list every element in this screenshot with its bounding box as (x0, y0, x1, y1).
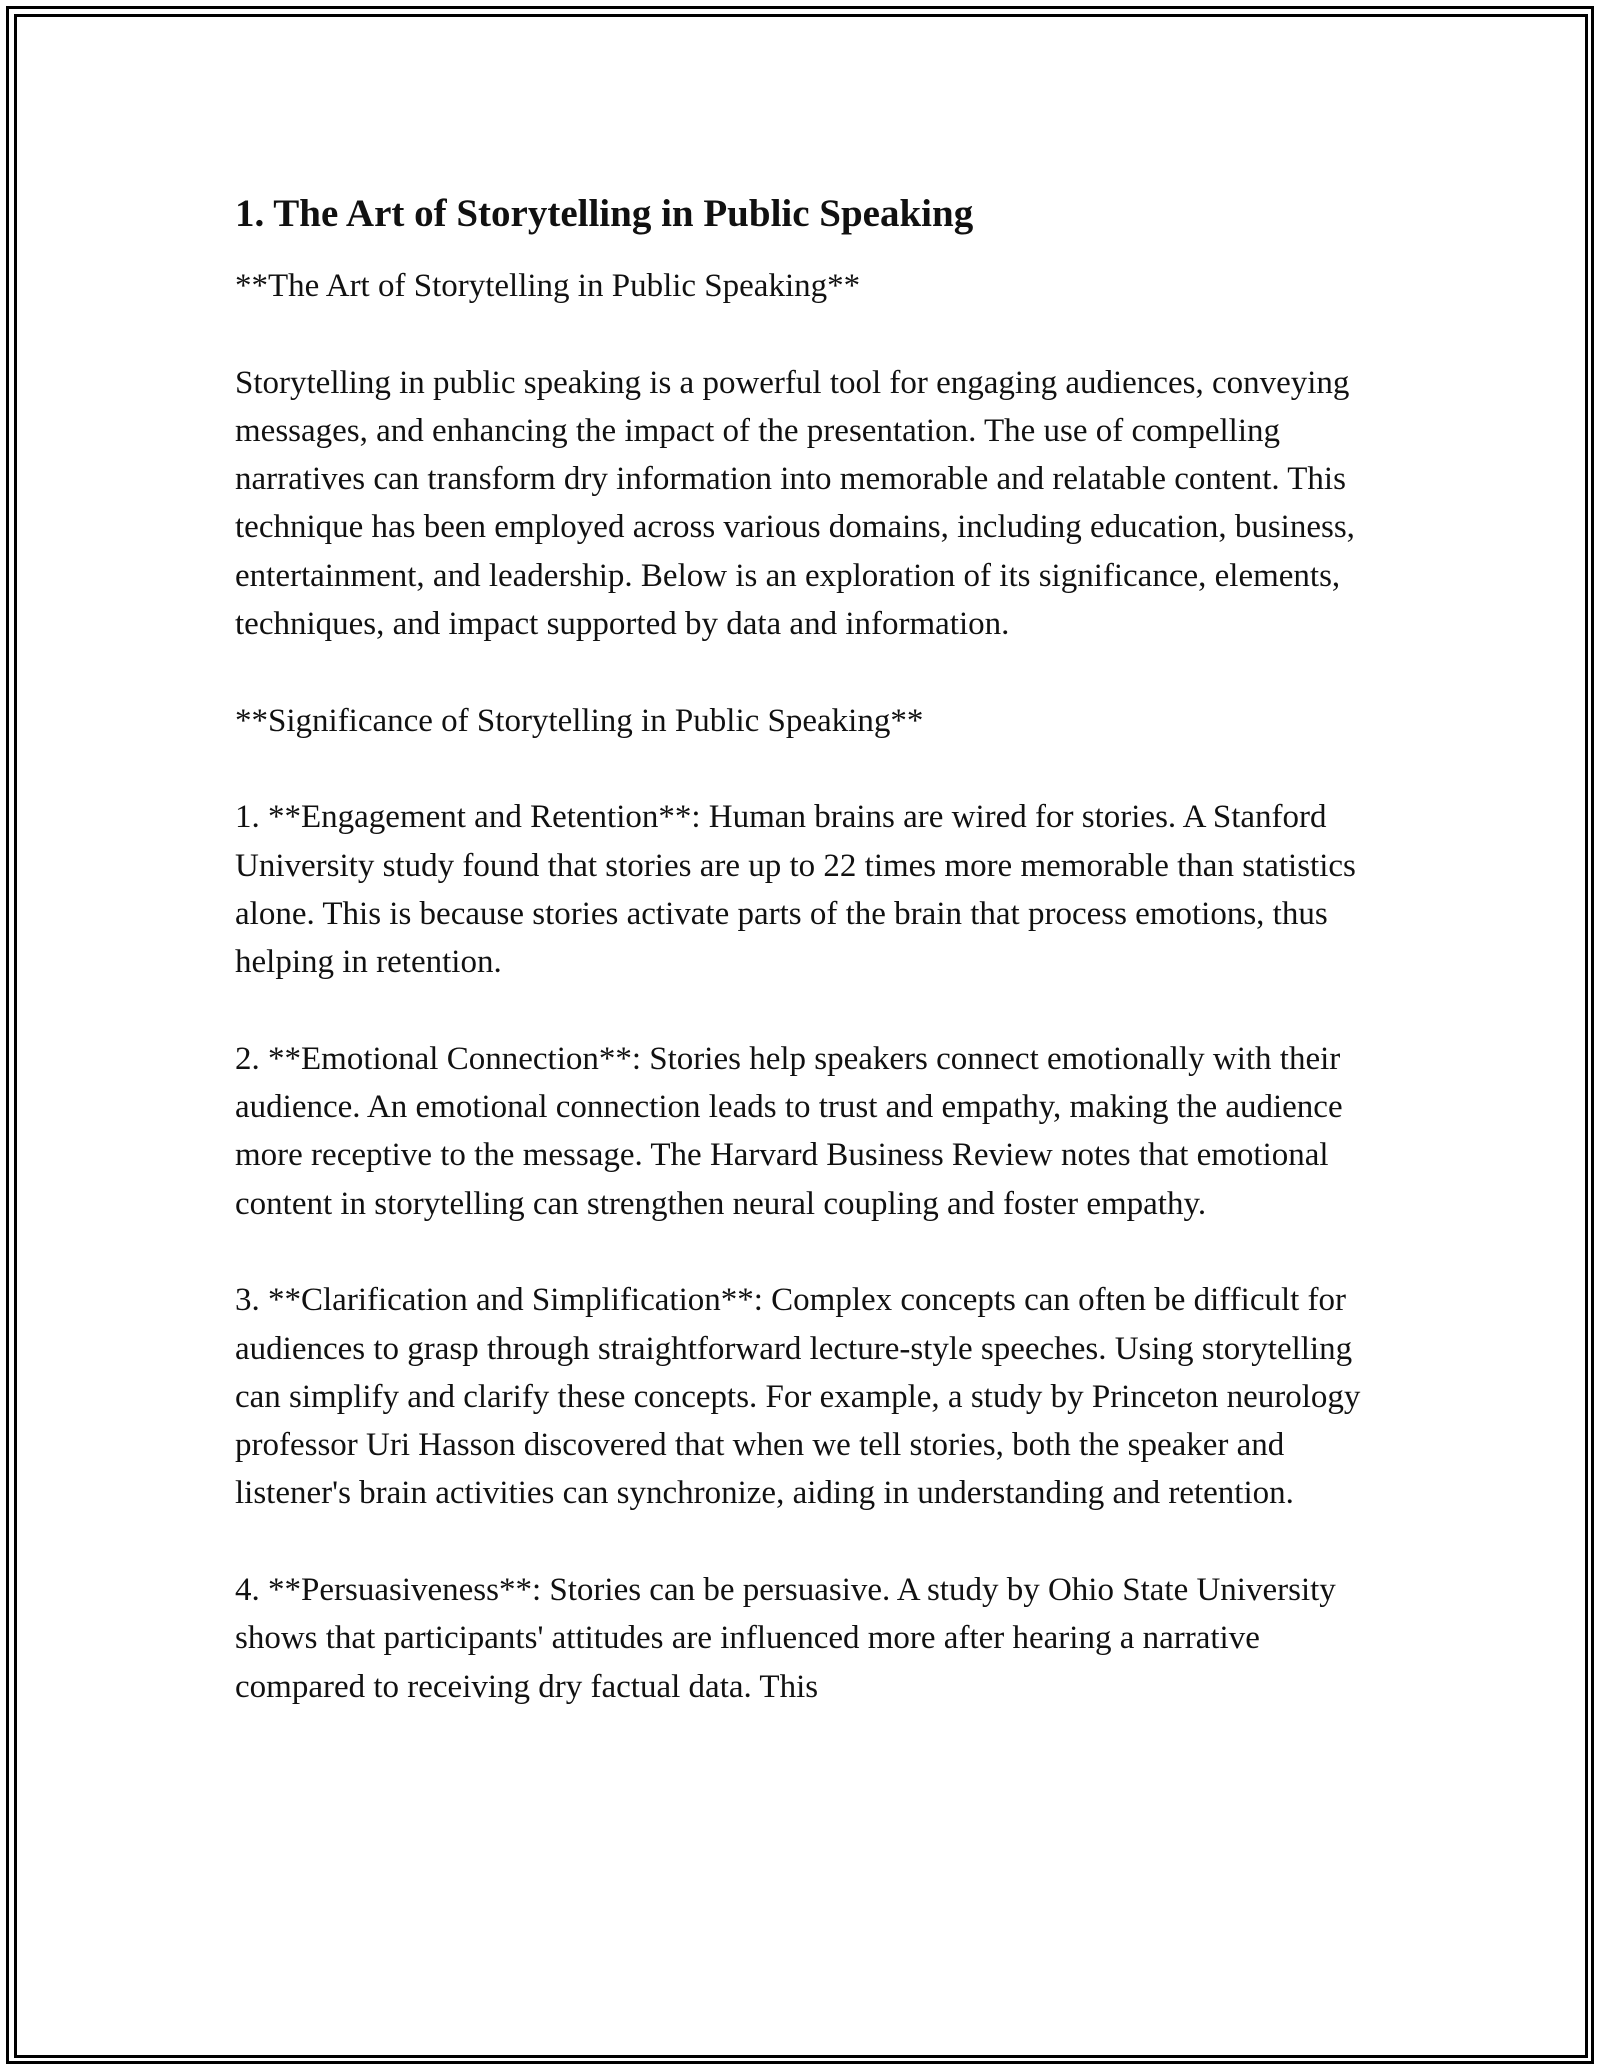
document-body (235, 262, 1385, 1711)
subtitle-paragraph: **The Art of Storytelling in Public Speaking** (235, 268, 861, 304)
section-heading-significance: **Significance of Storytelling in Public Speaking** (235, 702, 924, 739)
document-content (235, 188, 1385, 1711)
list-item-engagement: 1. **Engagement and Retention**: Human brains are wired for stories. A Stanford University study found that stories are up to 22 times more memorable than statistics alone. This is because stories activate parts of the brain that process emotions, thus helping in retention. (235, 799, 1356, 981)
list-item-persuasiveness: 4. **Persuasiveness**: Stories can be persuasive. A study by Ohio State University shows that participants' attitudes are influenced more after hearing a narrative compared to receiving dry factual data. This (235, 1572, 1336, 1705)
list-item-emotional-connection: 2. **Emotional Connection**: Stories help speakers connect emotionally with their audience. An emotional connection leads to trust and empathy, making the audience more receptive to the message. The Harvard Business Review notes that emotional content in storytelling can strengthen neural coupling and foster empathy. (235, 1040, 1343, 1222)
intro-paragraph: Storytelling in public speaking is a powerful tool for engaging audiences, conveying messages, and enhancing the impact of the presentation. The use of compelling narratives can transform dry information into memorable and relatable content. This technique has been employed across various domains, including education, business, entertainment, and leadership. Below is an exploration of its significance, elements, techniques, and impact supported by data and information. (235, 364, 1355, 643)
list-item-clarification: 3. **Clarification and Simplification**: Complex concepts can often be difficult for audiences to grasp through straightforward lecture-style speeches. Using storytelling can simplify and clarify these concepts. For example, a study by Princeton neurology professor Uri Hasson discovered that when we tell stories, both the speaker and listener's brain activities can synchronize, aiding in understanding and retention. (235, 1282, 1361, 1512)
document-title: 1. The Art of Storytelling in Public Speaking (235, 192, 974, 235)
